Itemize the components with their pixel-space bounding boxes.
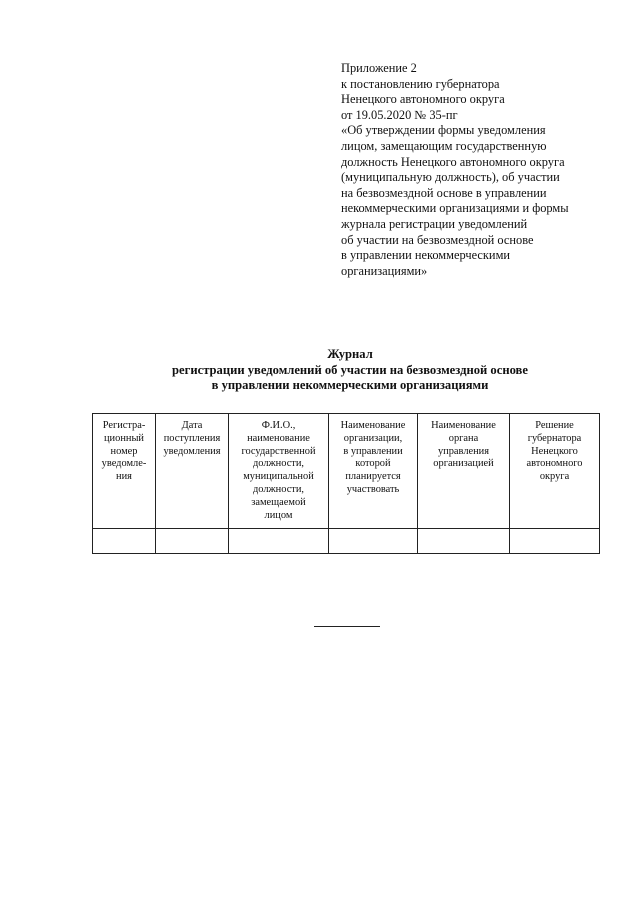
appendix-line: Ненецкого автономного округа	[341, 92, 505, 107]
end-of-document-rule	[314, 626, 380, 627]
title-line-2: регистрации уведомлений об участии на безвозмездной основе	[172, 362, 528, 377]
journal-title	[60, 347, 640, 394]
table-cell	[418, 529, 510, 554]
table-header-row	[93, 414, 600, 529]
appendix-line: в управлении некоммерческими	[341, 248, 511, 263]
column-header-governing-body: Наименование органа управления организацией	[418, 414, 510, 529]
table-cell	[156, 529, 229, 554]
table-row	[93, 529, 600, 554]
appendix-line: об участии на безвозмездной основе	[341, 232, 534, 247]
column-header-name-position: Ф.И.О., наименование государственной должности, муниципальной должности, замещаемой лицом	[229, 414, 329, 529]
table-cell	[510, 529, 600, 554]
journal-table	[92, 413, 600, 554]
appendix-line: организациями»	[341, 263, 428, 278]
appendix-line: журнала регистрации уведомлений	[341, 216, 528, 231]
table-cell	[329, 529, 418, 554]
appendix-header	[341, 61, 631, 279]
appendix-line: Приложение 2	[341, 61, 417, 75]
title-line-3: в управлении некоммерческими организациями	[211, 378, 489, 393]
appendix-line: (муниципальную должность), об участии	[341, 170, 560, 185]
appendix-line: лицом, замещающим государственную	[341, 138, 547, 153]
column-header-date: Дата поступления уведомления	[156, 414, 229, 529]
column-header-governor-decision: Решение губернатора Ненецкого автономного округа	[510, 414, 600, 529]
appendix-line: некоммерческими организациями и формы	[341, 201, 569, 216]
table-cell	[93, 529, 156, 554]
appendix-line: от 19.05.2020 № 35-пг	[341, 107, 458, 122]
appendix-line: «Об утверждении формы уведомления	[341, 123, 546, 138]
table-cell	[229, 529, 329, 554]
title-line-1: Журнал	[327, 347, 373, 361]
column-header-organization: Наименование организации, в управлении которой планируется участвовать	[329, 414, 418, 529]
appendix-line: на безвозмездной основе в управлении	[341, 185, 547, 200]
appendix-line: к постановлению губернатора	[341, 76, 500, 91]
column-header-reg-number: Регистра- ционный номер уведомле- ния	[93, 414, 156, 529]
appendix-line: должность Ненецкого автономного округа	[341, 154, 565, 169]
